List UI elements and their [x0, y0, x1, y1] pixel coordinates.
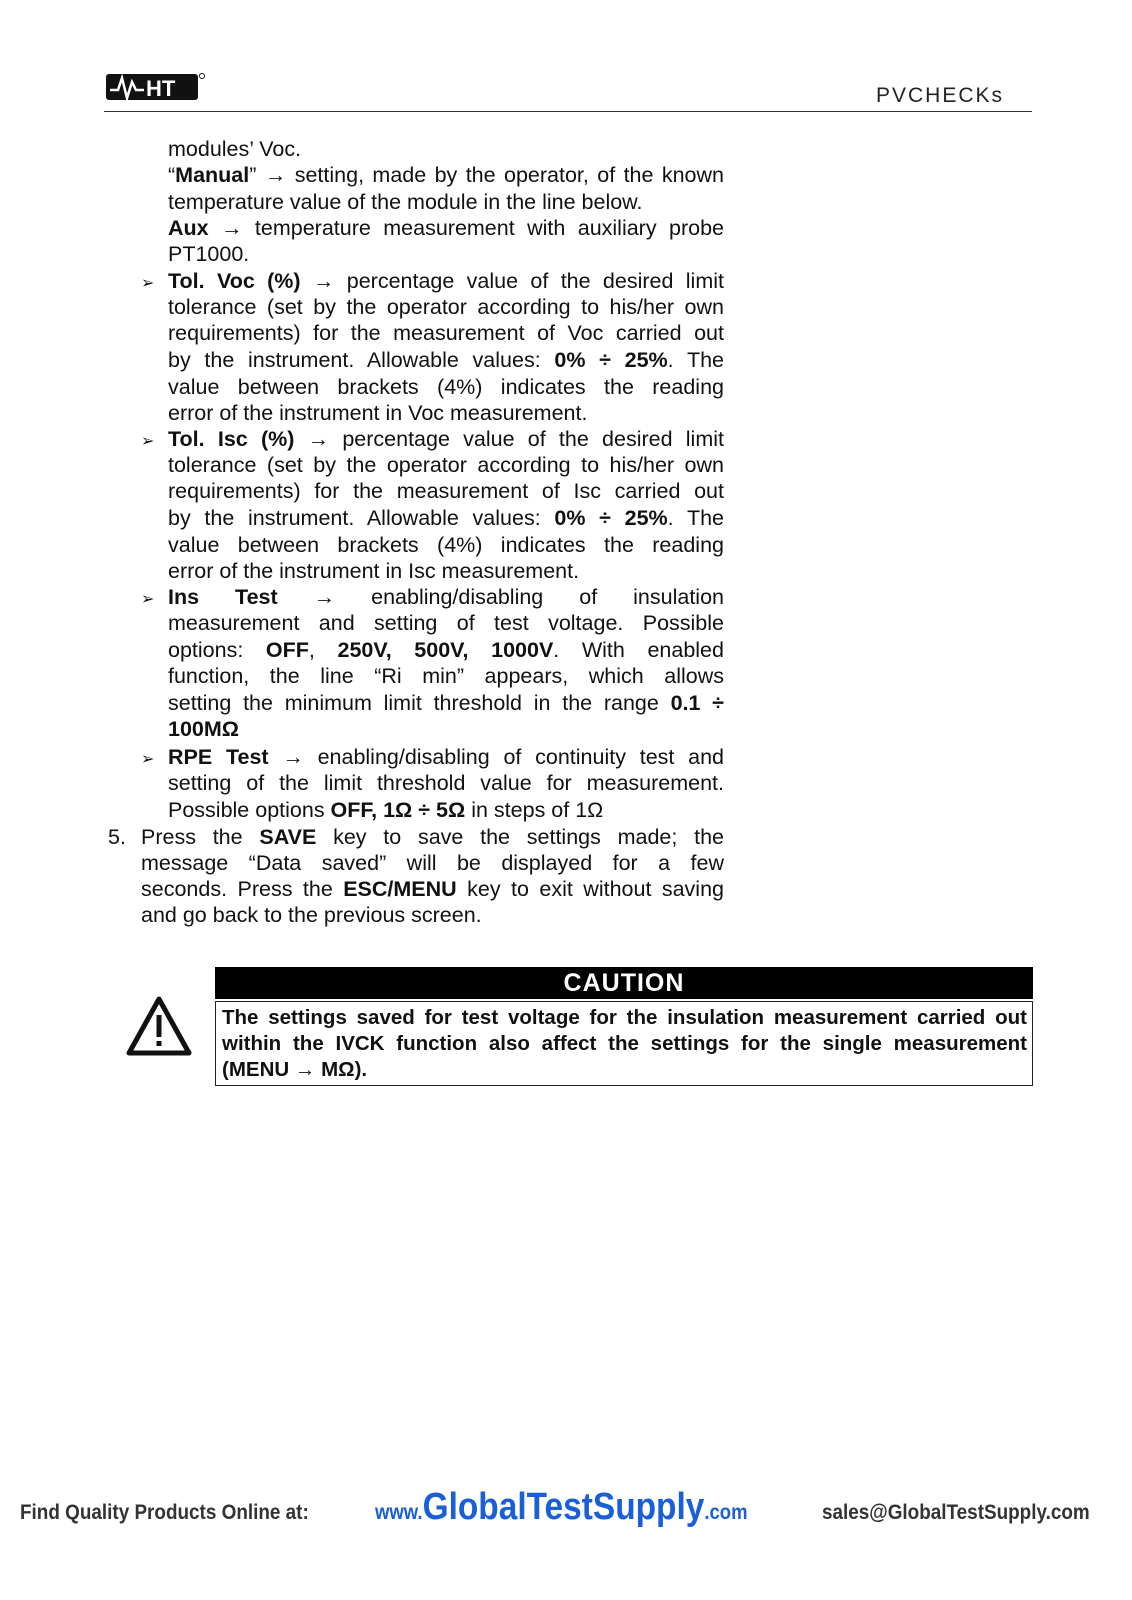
caution-text: The settings saved for test voltage for the insulation measurement carried out — [222, 1006, 1027, 1029]
arrow-icon: → — [312, 269, 335, 293]
text-line: options: OFF, 250V, 500V, 1000V. With enabled — [168, 638, 724, 662]
header-divider — [104, 111, 1032, 112]
text-line: value between brackets (4%) indicates the reading — [168, 375, 724, 399]
text-line: seconds. Press the ESC/MENU key to exit without saving — [141, 877, 724, 901]
text-line: RPE Test → enabling/disabling of continuity test and — [168, 745, 724, 769]
text-line: Possible options OFF, 1Ω ÷ 5Ω in steps of 1Ω — [168, 798, 604, 822]
bullet-icon: ➢ — [141, 433, 155, 450]
text-line: tolerance (set by the operator according to his/her own — [168, 295, 724, 319]
svg-text:HT: HT — [146, 76, 176, 101]
arrow-icon: → — [221, 216, 243, 240]
footer-website-link[interactable]: www.GlobalTestSupply.com — [375, 1486, 748, 1528]
caution-title: CAUTION — [215, 967, 1033, 999]
text-line: and go back to the previous screen. — [141, 903, 482, 927]
arrow-icon: → — [282, 745, 304, 769]
text-line: “Manual” → setting, made by the operator, of the known — [168, 163, 724, 187]
text-line: 100MΩ — [168, 717, 240, 741]
text-line: Aux → temperature measurement with auxiliary probe — [168, 216, 724, 240]
caution-text: (MENU → MΩ). — [222, 1058, 368, 1081]
text-line: by the instrument. Allowable values: 0% ÷ 25%. The — [168, 348, 724, 372]
bullet-icon: ➢ — [141, 275, 155, 292]
text-line: temperature value of the module in the line below. — [168, 190, 643, 214]
arrow-icon: → — [307, 427, 330, 451]
text-line: function, the line “Ri min” appears, which allows — [168, 664, 724, 688]
text-line: modules’ Voc. — [168, 137, 302, 161]
text-line: setting the minimum limit threshold in the range 0.1 ÷ — [168, 691, 724, 715]
text-line: measurement and setting of test voltage. Possible — [168, 611, 724, 635]
text-line: Ins Test → enabling/disabling of insulation — [168, 585, 724, 609]
text-line: Press the SAVE key to save the settings made; the — [141, 825, 724, 849]
text-line: setting of the limit threshold value for measurement. — [168, 771, 724, 795]
text-line: error of the instrument in Voc measurement. — [168, 401, 588, 425]
document-title: PVCHECKs — [875, 84, 1004, 107]
arrow-icon: → — [313, 585, 336, 609]
ht-logo — [106, 70, 206, 104]
text-line: requirements) for the measurement of Isc carried out — [168, 479, 724, 503]
step-number: 5. — [108, 825, 126, 849]
text-line: value between brackets (4%) indicates the reading — [168, 533, 724, 557]
text-line: message “Data saved” will be displayed for a few — [141, 851, 724, 875]
warning-triangle-icon — [125, 995, 193, 1057]
caution-text: within the IVCK function also affect the settings for the single measurement — [222, 1032, 1027, 1055]
text-line: requirements) for the measurement of Voc carried out — [168, 321, 724, 345]
bullet-icon: ➢ — [141, 591, 155, 608]
footer-tagline: Find Quality Products Online at: — [20, 1501, 309, 1524]
text-line: tolerance (set by the operator according to his/her own — [168, 453, 724, 477]
arrow-icon: → — [264, 163, 287, 187]
text-line: error of the instrument in Isc measurement. — [168, 559, 580, 583]
bullet-icon: ➢ — [141, 751, 155, 768]
footer-email-link[interactable]: sales@GlobalTestSupply.com — [822, 1501, 1090, 1524]
text-line: Tol. Voc (%) → percentage value of the desired limit — [168, 269, 724, 293]
text-line: PT1000. — [168, 242, 250, 266]
text-line: by the instrument. Allowable values: 0% ÷ 25%. The — [168, 506, 724, 530]
text-line: Tol. Isc (%) → percentage value of the desired limit — [168, 427, 724, 451]
